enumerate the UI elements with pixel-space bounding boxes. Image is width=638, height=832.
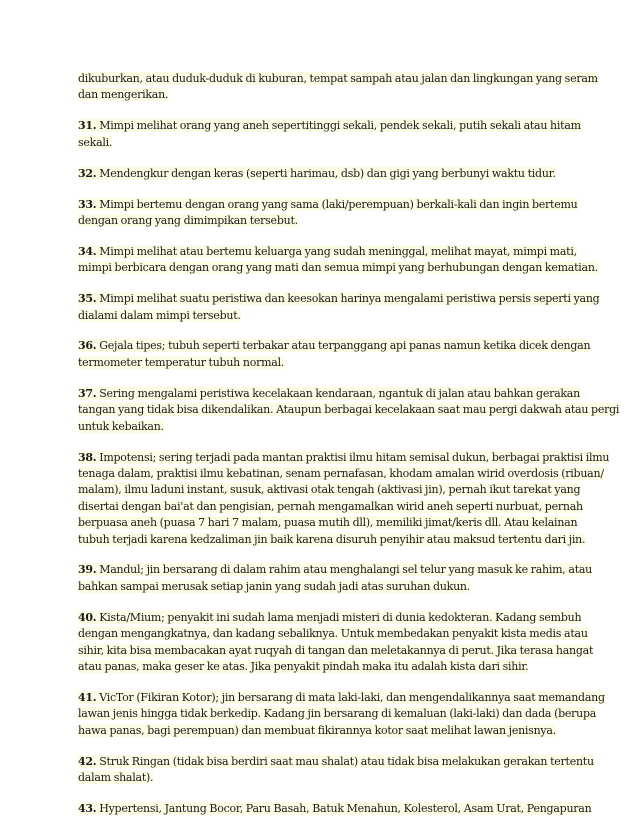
text-line xyxy=(78,482,581,498)
text-line xyxy=(78,643,594,659)
list-item xyxy=(78,244,598,277)
highlighted-text xyxy=(78,72,598,85)
continuation-paragraph xyxy=(78,71,598,104)
item-number: 41. xyxy=(78,690,97,704)
text-line xyxy=(78,801,592,817)
text-line xyxy=(78,166,574,182)
list-item xyxy=(78,690,605,739)
text-line xyxy=(78,213,574,229)
text-line xyxy=(78,402,620,418)
highlighted-text xyxy=(78,119,581,132)
list-item xyxy=(78,801,592,817)
item-number: 31. xyxy=(78,119,97,133)
item-text: Mimpi melihat suatu peristiwa dan keesokan harinya mengalami peristiwa persis seperti yang xyxy=(96,292,600,306)
text-line xyxy=(78,355,574,371)
text-line xyxy=(78,723,574,739)
text-line xyxy=(78,386,580,402)
item-text: hawa panas, bagi perempuan) dan membuat fikirannya kotor saat melihat lawan jenisnya. xyxy=(78,723,556,737)
highlighted-text xyxy=(78,356,284,369)
item-text: dengan orang yang dimimpikan tersebut. xyxy=(78,213,298,227)
list-item xyxy=(78,386,620,435)
item-text: tenaga dalam, praktisi ilmu kebatinan, senam pernafasan, khodam amalan wirid overdosis (ribuan/ xyxy=(78,466,604,480)
item-text: Impotensi; sering terjadi pada mantan praktisi ilmu hitam semisal dukun, berbagai praktisi ilmu xyxy=(96,450,610,464)
item-number: 37. xyxy=(78,386,97,400)
text-line xyxy=(78,706,597,722)
highlighted-text xyxy=(78,691,605,704)
item-text: Gejala tipes; tubuh seperti terbakar atau terpanggang api panas namun ketika dicek dengan xyxy=(96,339,591,353)
highlighted-text xyxy=(78,802,591,815)
item-number: 32. xyxy=(78,166,97,180)
text-line xyxy=(78,244,577,260)
item-text: lawan jenis hingga tidak berkedip. Kadang jin bersarang di kemaluan (laki-laki) dan dada (berupa xyxy=(78,707,597,721)
highlighted-text xyxy=(78,420,164,433)
document-page xyxy=(78,71,620,832)
text-line xyxy=(78,87,574,103)
text-line xyxy=(78,419,574,435)
text-line xyxy=(78,499,583,515)
text-line xyxy=(78,466,604,482)
text-line xyxy=(78,197,578,213)
item-text: tangan yang tidak bisa dikendalikan. Ataupun berbagai kecelakaan saat mau pergi dakwah atau pergi xyxy=(78,403,620,417)
highlighted-text xyxy=(78,467,604,480)
highlighted-text xyxy=(78,214,298,227)
text-line xyxy=(78,71,598,87)
highlighted-text xyxy=(78,167,556,180)
item-text: dengan mengangkatnya, dan kadang sebaliknya. Untuk membedakan penyakit kista medis atau xyxy=(78,627,588,641)
text-line xyxy=(78,338,591,354)
item-number: 36. xyxy=(78,339,97,353)
text-line xyxy=(78,770,574,786)
item-number: 34. xyxy=(78,244,97,258)
item-text: Kista/Mium; penyakit ini sudah lama menjadi misteri di dunia kedokteran. Kadang sembuh xyxy=(96,610,582,624)
item-text: sekali. xyxy=(78,135,113,149)
highlighted-text xyxy=(78,309,241,322)
item-text: VicTor (Fikiran Kotor); jin bersarang di mata laki-laki, dan mengendalikannya saat memandang xyxy=(96,690,605,704)
highlighted-text xyxy=(78,245,577,258)
item-number: 33. xyxy=(78,197,97,211)
text-line xyxy=(78,626,588,642)
item-text: dalam shalat). xyxy=(78,771,154,784)
text-line xyxy=(78,579,574,595)
text-line xyxy=(78,754,594,770)
highlighted-text xyxy=(78,516,577,529)
item-text: Struk Ringan (tidak bisa berdiri saat mau shalat) atau tidak bisa melakukan gerakan tertentu xyxy=(96,754,594,768)
highlighted-text xyxy=(78,707,596,720)
item-text: untuk kebaikan. xyxy=(78,419,164,433)
list-item xyxy=(78,118,581,151)
item-number: 42. xyxy=(78,754,97,768)
highlighted-text xyxy=(78,339,590,352)
highlighted-text xyxy=(78,88,168,101)
text-line xyxy=(78,515,578,531)
item-text: termometer temperatur tubuh normal. xyxy=(78,355,285,369)
item-text: disertai dengan bai'at dan pengisian, pernah mengamalkan wirid aneh seperti nurbuat, pernah xyxy=(78,499,583,513)
highlighted-text xyxy=(78,611,581,624)
item-text: atau panas, maka geser ke atas. Jika penyakit pindah maka itu adalah kista dari sihir. xyxy=(78,659,529,673)
highlighted-text xyxy=(78,771,153,784)
item-text: Mandul; jin bersarang di dalam rahim atau menghalangi sel telur yang masuk ke rahim, atau xyxy=(96,563,593,577)
text-line xyxy=(78,260,598,276)
highlighted-text xyxy=(78,533,585,546)
item-text: dialami dalam mimpi tersebut. xyxy=(78,308,241,322)
list-item xyxy=(78,166,574,182)
highlighted-text xyxy=(78,387,580,400)
highlighted-text xyxy=(78,563,592,576)
text-line xyxy=(78,562,593,578)
list-item xyxy=(78,197,578,230)
highlighted-text xyxy=(78,261,598,274)
list-item xyxy=(78,754,594,787)
item-text: Mimpi bertemu dengan orang yang sama (laki/perempuan) berkali-kali dan ingin bertemu xyxy=(96,197,578,211)
highlighted-text xyxy=(78,755,594,768)
item-text: bahkan sampai merusak setiap janin yang sudah jadi atas suruhan dukun. xyxy=(78,579,470,593)
highlighted-text xyxy=(78,644,593,657)
item-text: Mimpi melihat orang yang aneh sepertitinggi sekali, pendek sekali, putih sekali atau hitam xyxy=(96,119,581,133)
list-item xyxy=(78,610,594,676)
text-line xyxy=(78,450,610,466)
item-text: malam), ilmu laduni instant, susuk, aktivasi otak tengah (aktivasi jin), pernah ikut tarekat yang xyxy=(78,483,581,497)
item-text: dan mengerikan. xyxy=(78,88,169,102)
highlighted-text xyxy=(78,292,599,305)
highlighted-text xyxy=(78,403,619,416)
highlighted-text xyxy=(78,483,580,496)
item-number: 38. xyxy=(78,450,97,464)
text-line xyxy=(78,135,574,151)
highlighted-text xyxy=(78,451,609,464)
list-item xyxy=(78,562,593,595)
text-line xyxy=(78,532,586,548)
highlighted-text xyxy=(78,198,578,211)
text-line xyxy=(78,291,600,307)
highlighted-text xyxy=(78,724,556,737)
highlighted-text xyxy=(78,660,528,673)
item-text: sihir, kita bisa membacakan ayat ruqyah di tangan dan meletakannya di perut. Jika terasa hangat xyxy=(78,643,594,657)
item-text: Hypertensi, Jantung Bocor, Paru Basah, Batuk Menahun, Kolesterol, Asam Urat, Pengapuran xyxy=(96,801,592,815)
item-text: Mimpi melihat atau bertemu keluarga yang sudah meninggal, melihat mayat, mimpi mati, xyxy=(96,244,577,258)
highlighted-text xyxy=(78,500,583,513)
item-text: dikuburkan, atau duduk-duduk di kuburan, tempat sampah atau jalan dan lingkungan yang seram xyxy=(78,72,598,85)
highlighted-text xyxy=(78,580,470,593)
text-line xyxy=(78,659,574,675)
text-line xyxy=(78,308,574,324)
text-line xyxy=(78,690,605,706)
item-number: 35. xyxy=(78,292,97,306)
text-line xyxy=(78,118,581,134)
item-text: Mendengkur dengan keras (seperti harimau, dsb) dan gigi yang berbunyi waktu tidur. xyxy=(96,166,556,180)
item-text: berpuasa aneh (puasa 7 hari 7 malam, puasa mutih dll), memiliki jimat/keris dll. Atau kelainan xyxy=(78,516,578,530)
item-number: 39. xyxy=(78,563,97,577)
list-item xyxy=(78,450,610,548)
item-text: Sering mengalami peristiwa kecelakaan kendaraan, ngantuk di jalan atau bahkan gerakan xyxy=(96,386,580,400)
highlighted-text xyxy=(78,136,112,149)
text-line xyxy=(78,610,582,626)
item-number: 40. xyxy=(78,610,97,624)
item-text: tubuh terjadi karena kedzaliman jin baik karena disuruh penyihir atau maksud tertentu dari jin. xyxy=(78,532,586,546)
item-number: 43. xyxy=(78,801,97,815)
list-item xyxy=(78,338,591,371)
highlighted-text xyxy=(78,627,588,640)
list-item xyxy=(78,291,600,324)
item-text: mimpi berbicara dengan orang yang mati dan semua mimpi yang berhubungan dengan kematian. xyxy=(78,261,598,275)
